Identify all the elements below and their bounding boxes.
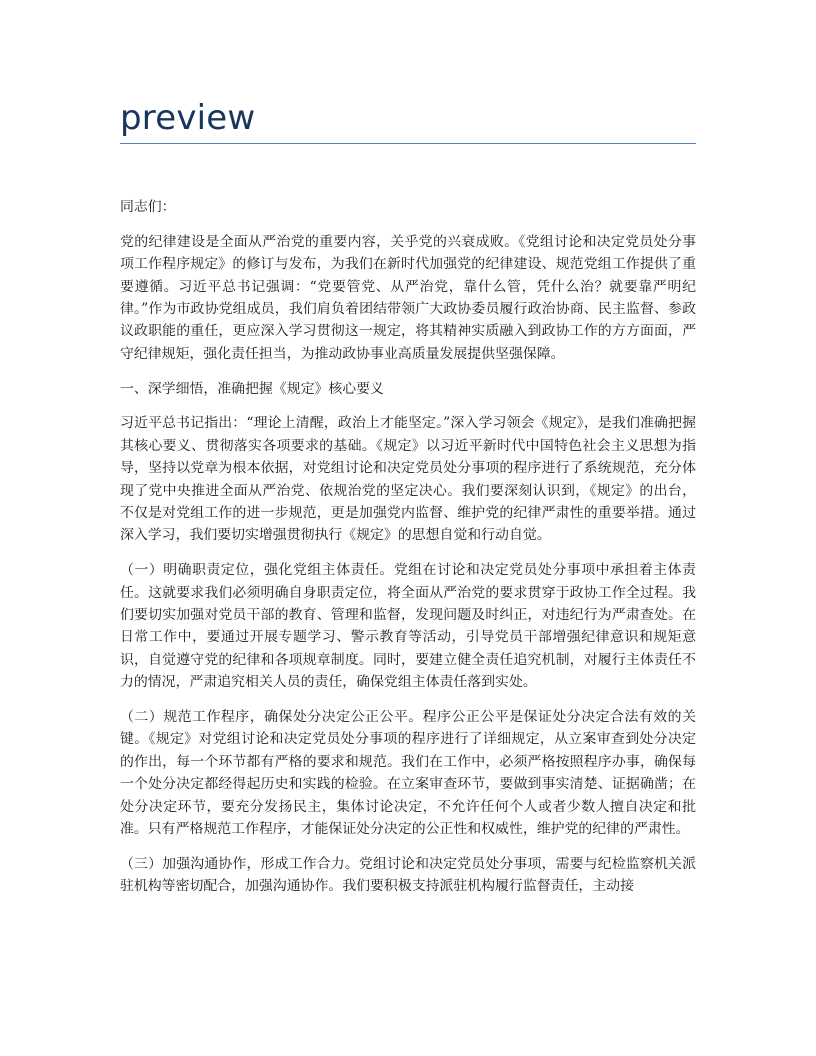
document-title: preview [120,98,256,138]
paragraph-point-2: （二）规范工作程序，确保处分决定公正公平。程序公正公平是保证处分决定合法有效的关键。《规定》对党组讨论和决定党员处分事项的程序进行了详细规定，从立案审查到处分决定的作出，每一个环节都有严格的要求和规范。我们在工作中，必须严格按照程序办事，确保每一个处分决定都经得起历史和实践的检验。在立案审查环节，要做到事实清楚、证据确凿；在处分决定环节，要充分发扬民主，集体讨论决定，不允许任何个人或者少数人擅自决定和批准。只有严格规范工作程序，才能保证处分决定的公正性和权威性，维护党的纪律的严肃性。 [120,709,696,838]
document-body [120,196,696,910]
title-divider [120,143,696,144]
paragraph-point-3: （三）加强沟通协作，形成工作合力。党组讨论和决定党员处分事项，需要与纪检监察机关派驻机构等密切配合，加强沟通协作。我们要积极支持派驻机构履行监督责任，主动接 [120,855,696,895]
section-heading: 一、深学细悟，准确把握《规定》核心要义 [120,380,384,397]
paragraph-intro: 党的纪律建设是全面从严治党的重要内容，关乎党的兴衰成败。《党组讨论和决定党员处分事项工作程序规定》的修订与发布，为我们在新时代加强党的纪律建设、规范党组工作提供了重要遵循。习近平总书记强调：“党要管党、从严治党，靠什么管，凭什么治？就要靠严明纪律。”作为市政协党组成员，我们肩负着团结带领广大政协委员履行政治协商、民主监督、参政议政职能的重任，更应深入学习贯彻这一规定，将其精神实质融入到政协工作的方方面面，严守纪律规矩，强化责任担当，为推动政协事业高质量发展提供坚强保障。 [120,233,696,362]
paragraph-section-intro: 习近平总书记指出：“理论上清醒，政治上才能坚定。”深入学习领会《规定》，是我们准确把握其核心要义、贯彻落实各项要求的基础。《规定》以习近平新时代中国特色社会主义思想为指导，坚持以党章为根本依据，对党组讨论和决定党员处分事项的程序进行了系统规范，充分体现了党中央推进全面从严治党、依规治党的坚定决心。我们要深刻认识到，《规定》的出台，不仅是对党组工作的进一步规范，更是加强党内监督、维护党的纪律严肃性的重要举措。通过深入学习，我们要切实增强贯彻执行《规定》的思想自觉和行动自觉。 [120,415,696,544]
salutation: 同志们： [120,199,176,215]
paragraph-point-1: （一）明确职责定位，强化党组主体责任。党组在讨论和决定党员处分事项中承担着主体责任。这就要求我们必须明确自身职责定位，将全面从严治党的要求贯穿于政协工作全过程。我们要切实加强对党员干部的教育、管理和监督，发现问题及时纠正，对违纪行为严肃查处。在日常工作中，要通过开展专题学习、警示教育等活动，引导党员干部增强纪律意识和规矩意识，自觉遵守党的纪律和各项规章制度。同时，要建立健全责任追究机制，对履行主体责任不力的情况，严肃追究相关人员的责任，确保党组主体责任落到实处。 [120,562,696,691]
